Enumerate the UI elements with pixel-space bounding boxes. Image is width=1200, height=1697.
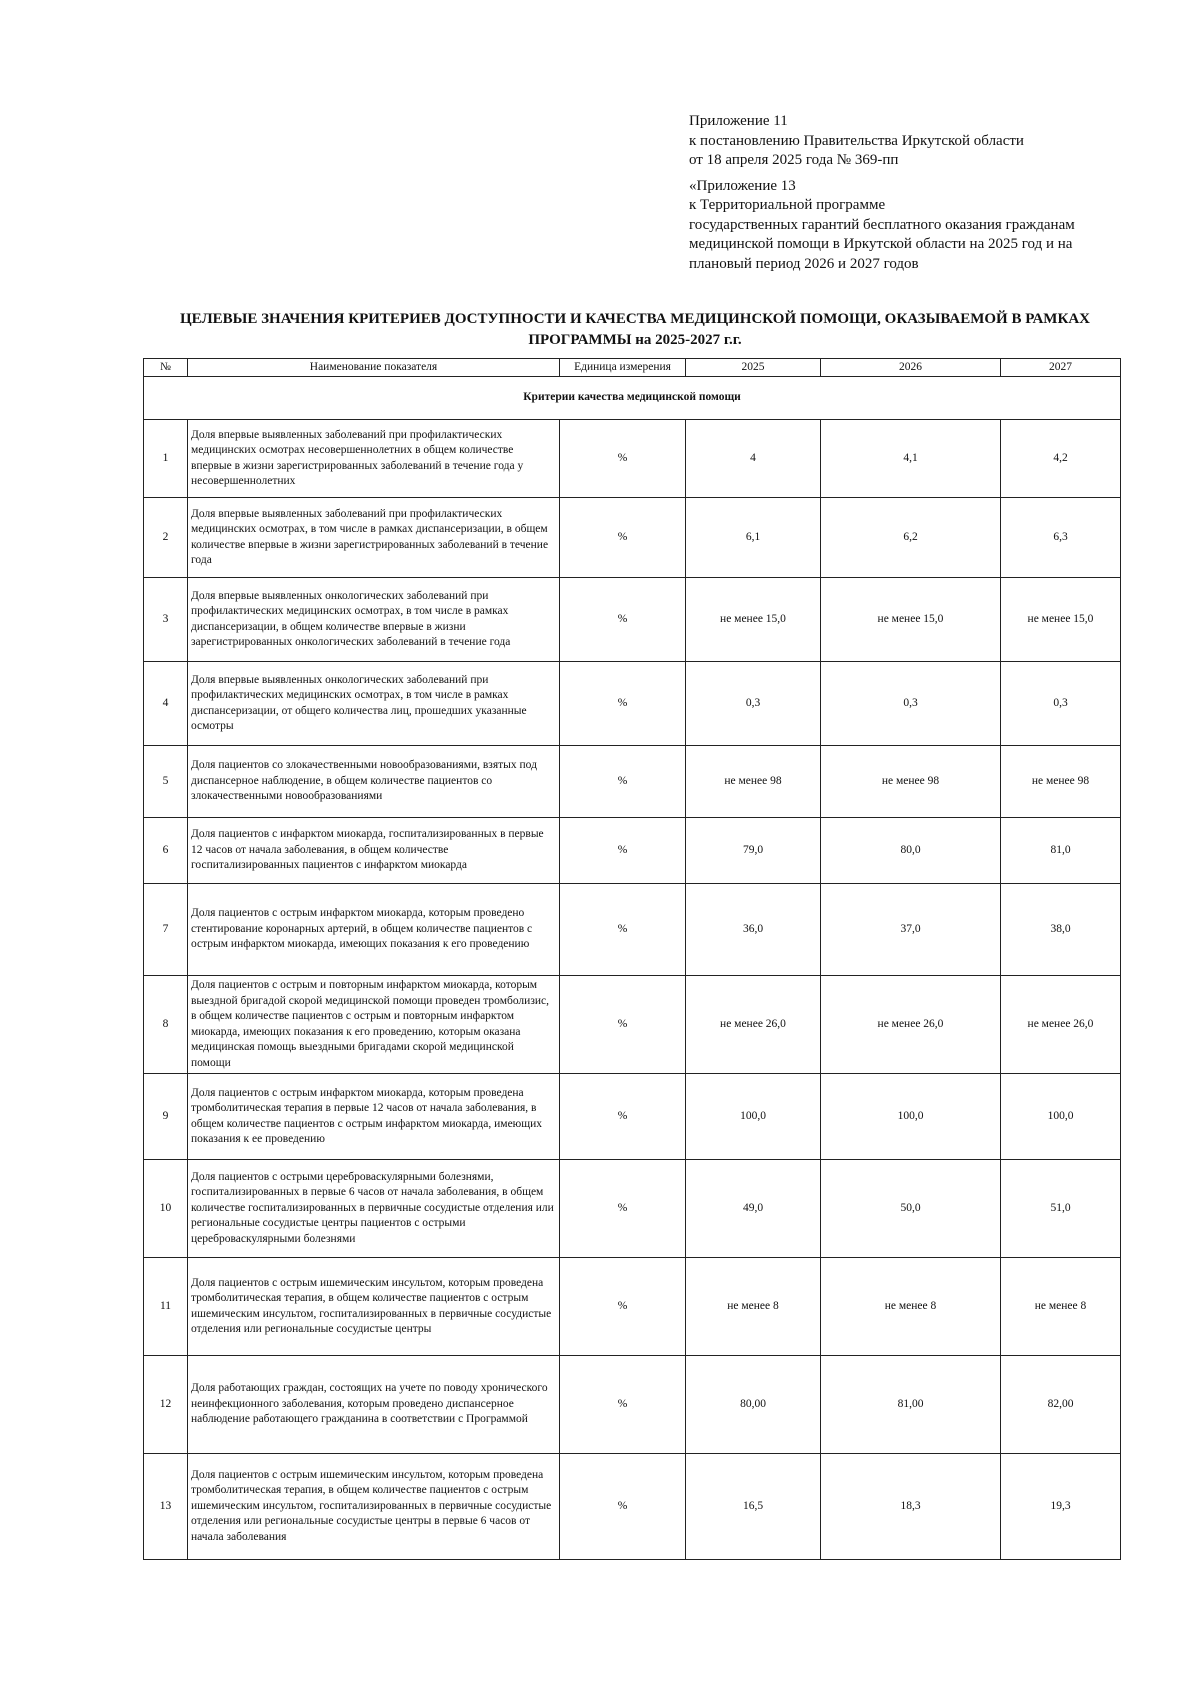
unit-cell: % [560,578,686,662]
document-title: ЦЕЛЕВЫЕ ЗНАЧЕНИЯ КРИТЕРИЕВ ДОСТУПНОСТИ И КАЧЕСТВА МЕДИЦИНСКОЙ ПОМОЩИ, ОКАЗЫВАЕМОЙ В РАМКАХ ПРОГРАММЫ на 2025-2027 г.г. [179,311,1090,348]
document-header [689,112,1159,274]
value-2025: 4 [686,420,821,498]
table-row [144,818,1121,884]
row-number: 1 [144,420,188,498]
value-2025: не менее 8 [686,1258,821,1356]
value-2027: 38,0 [1001,884,1121,976]
value-2025: 49,0 [686,1160,821,1258]
table-row [144,420,1121,498]
unit-cell: % [560,1454,686,1560]
row-number: 11 [144,1258,188,1356]
table-row [144,1454,1121,1560]
row-number: 10 [144,1160,188,1258]
value-2026: не менее 98 [821,746,1001,818]
row-number: 7 [144,884,188,976]
value-2026: 80,0 [821,818,1001,884]
header-line: Приложение 11 [689,113,788,129]
value-2026: 6,2 [821,498,1001,578]
value-2027: 19,3 [1001,1454,1121,1560]
unit-cell: % [560,662,686,746]
table-row [144,746,1121,818]
value-2026: не менее 8 [821,1258,1001,1356]
column-header-name: Наименование показателя [188,359,560,377]
value-2026: не менее 26,0 [821,976,1001,1074]
table-row [144,578,1121,662]
unit-cell: % [560,1160,686,1258]
table-row [144,662,1121,746]
section-row [144,377,1121,420]
value-2026: 50,0 [821,1160,1001,1258]
header-line: плановый период 2026 и 2027 годов [689,255,919,272]
indicator-name: Доля работающих граждан, состоящих на учете по поводу хронического неинфекционного заболевания, которым проведено диспансерное наблюдение работающего гражданина в соответствии с Программой [188,1356,560,1454]
value-2026: 4,1 [821,420,1001,498]
row-number: 8 [144,976,188,1074]
value-2027: 82,00 [1001,1356,1121,1454]
value-2027: 81,0 [1001,818,1121,884]
value-2027: не менее 15,0 [1001,578,1121,662]
row-number: 9 [144,1074,188,1160]
value-2025: 0,3 [686,662,821,746]
value-2025: 6,1 [686,498,821,578]
value-2027: 51,0 [1001,1160,1121,1258]
table-row [144,1258,1121,1356]
indicator-name: Доля пациентов с острым инфарктом миокарда, которым проведена тромболитическая терапия в первые 12 часов от начала заболевания, в общем количестве пациентов с острым инфарктом миокарда, имеющих показания к ее проведению [188,1074,560,1160]
indicator-name: Доля пациентов с острым ишемическим инсультом, которым проведена тромболитическая терапия, в общем количестве пациентов с острым ишемическим инсультом, госпитализированных в первичные сосудистые отделения или региональные сосудистые центры [188,1258,560,1356]
unit-cell: % [560,746,686,818]
value-2026: 81,00 [821,1356,1001,1454]
value-2026: 37,0 [821,884,1001,976]
section-title: Критерии качества медицинской помощи [144,377,1121,420]
header-line: государственных гарантий бесплатного оказания гражданам [689,216,1075,233]
indicator-name: Доля пациентов со злокачественными новообразованиями, взятых под диспансерное наблюдение, в общем количестве пациентов со злокачественными новообразованиями [188,746,560,818]
unit-cell: % [560,1356,686,1454]
unit-cell: % [560,976,686,1074]
indicator-name: Доля впервые выявленных заболеваний при профилактических медицинских осмотрах, в том числе в рамках диспансеризации, в общем количестве впервые в жизни зарегистрированных заболеваний в течение года [188,498,560,578]
row-number: 12 [144,1356,188,1454]
value-2026: 0,3 [821,662,1001,746]
value-2026: 18,3 [821,1454,1001,1560]
indicator-name: Доля пациентов с острыми цереброваскулярными болезнями, госпитализированных в первые 6 часов от начала заболевания, в общем количестве госпитализированных в первичные сосудистые отделения или региональные сосудистые центры пациентов с острыми цереброваскулярными болезнями [188,1160,560,1258]
criteria-table [143,358,1121,1560]
table-row [144,884,1121,976]
indicator-name: Доля пациентов с инфарктом миокарда, госпитализированных в первые 12 часов от начала заболевания, в общем количестве госпитализированных пациентов с инфарктом миокарда [188,818,560,884]
value-2027: 0,3 [1001,662,1121,746]
value-2025: не менее 26,0 [686,976,821,1074]
value-2025: 36,0 [686,884,821,976]
value-2025: 79,0 [686,818,821,884]
table-row [144,976,1121,1074]
value-2025: не менее 98 [686,746,821,818]
value-2025: не менее 15,0 [686,578,821,662]
row-number: 2 [144,498,188,578]
table-row [144,1160,1121,1258]
indicator-name: Доля пациентов с острым ишемическим инсультом, которым проведена тромболитическая терапия, в общем количестве пациентов с острым ишемическим инсультом, госпитализированных в первичные сосудистые отделения или региональные сосудистые центры в первые 6 часов от начала заболевания [188,1454,560,1560]
header-line: «Приложение 13 [689,177,796,194]
indicator-name: Доля впервые выявленных онкологических заболеваний при профилактических медицинских осмотрах, в том числе в рамках диспансеризации, в общем количестве впервые в жизни зарегистрированных онкологических заболеваний в течение года [188,578,560,662]
table-row [144,1356,1121,1454]
row-number: 6 [144,818,188,884]
value-2025: 16,5 [686,1454,821,1560]
unit-cell: % [560,1074,686,1160]
value-2027: не менее 98 [1001,746,1121,818]
row-number: 4 [144,662,188,746]
column-header-2026: 2026 [821,359,1001,377]
value-2027: 4,2 [1001,420,1121,498]
value-2027: 100,0 [1001,1074,1121,1160]
row-number: 13 [144,1454,188,1560]
table-row [144,498,1121,578]
column-header-2027: 2027 [1001,359,1121,377]
indicator-name: Доля впервые выявленных онкологических заболеваний при профилактических медицинских осмотрах, в том числе в рамках диспансеризации, от общего количества лиц, прошедших указанные осмотры [188,662,560,746]
column-header-2025: 2025 [686,359,821,377]
indicator-name: Доля впервые выявленных заболеваний при профилактических медицинских осмотрах несовершеннолетних в общем количестве впервые в жизни зарегистрированных заболеваний в течение года у несовершеннолетних [188,420,560,498]
table-row [144,1074,1121,1160]
value-2027: не менее 8 [1001,1258,1121,1356]
column-header-unit: Единица измерения [560,359,686,377]
table-header-row [144,359,1121,377]
indicator-name: Доля пациентов с острым инфарктом миокарда, которым проведено стентирование коронарных артерий, в общем количестве пациентов с острым инфарктом миокарда, имеющих показания к его проведению [188,884,560,976]
value-2026: не менее 15,0 [821,578,1001,662]
unit-cell: % [560,498,686,578]
value-2027: не менее 26,0 [1001,976,1121,1074]
header-line: медицинской помощи в Иркутской области на 2025 год и на [689,236,1073,252]
row-number: 3 [144,578,188,662]
value-2027: 6,3 [1001,498,1121,578]
indicator-name: Доля пациентов с острым и повторным инфарктом миокарда, которым выездной бригадой скорой медицинской помощи проведен тромболизис, в общем количестве пациентов с острым и повторным инфарктом миокарда, имеющих показания к его проведению, которым оказана медицинская помощь выездными бригадами скорой медицинской помощи [188,976,560,1074]
header-line: к постановлению Правительства Иркутской области [689,132,1024,149]
value-2025: 100,0 [686,1074,821,1160]
row-number: 5 [144,746,188,818]
value-2025: 80,00 [686,1356,821,1454]
unit-cell: % [560,1258,686,1356]
column-header-number: № [144,359,188,377]
unit-cell: % [560,884,686,976]
header-line: от 18 апреля 2025 года № 369-пп [689,152,899,168]
value-2026: 100,0 [821,1074,1001,1160]
unit-cell: % [560,818,686,884]
unit-cell: % [560,420,686,498]
header-line: к Территориальной программе [689,197,886,213]
